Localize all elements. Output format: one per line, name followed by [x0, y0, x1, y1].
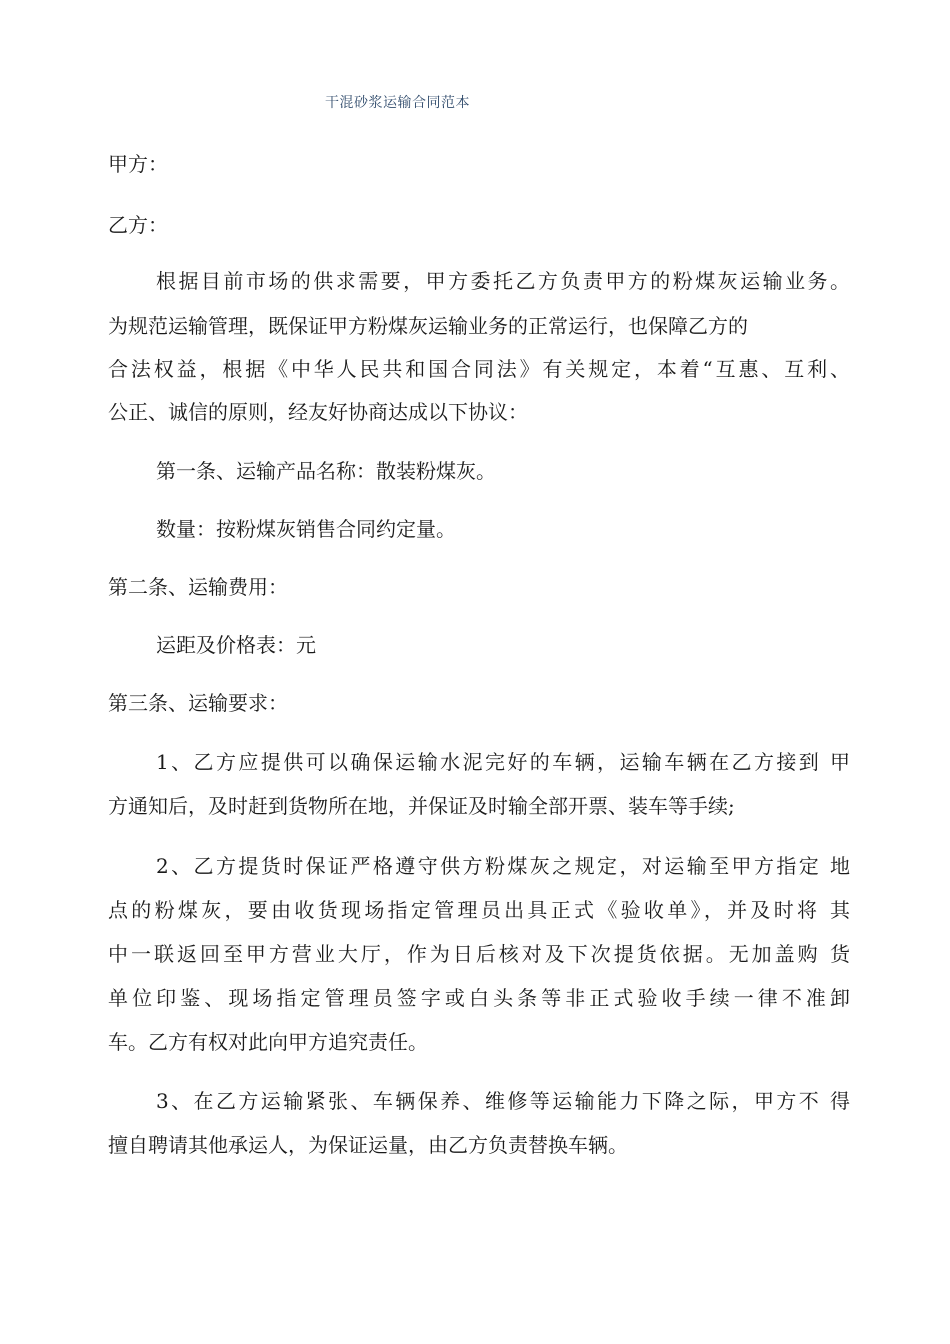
- party-b-label: 乙方：: [108, 213, 168, 237]
- article3-item2-line-4: 单位印鉴、现场指定管理员签字或白头条等非正式验收手续一律不准卸: [108, 986, 850, 1010]
- article3-item2-line-3: 中一联返回至甲方营业大厅，作为日后核对及下次提货依据。无加盖购 货: [108, 942, 850, 966]
- intro-line-1: 根据目前市场的供求需要，甲方委托乙方负责甲方的粉煤灰运输业务。: [156, 269, 850, 293]
- article3-item2-line-5: 车。乙方有权对此向甲方追究责任。: [108, 1030, 428, 1054]
- intro-line-4: 公正、诚信的原则，经友好协商达成以下协议：: [108, 400, 528, 424]
- article3-item2-line-2: 点的粉煤灰，要由收货现场指定管理员出具正式《验收单》，并及时将 其: [108, 898, 850, 922]
- article1-quantity: 数量：按粉煤灰销售合同约定量。: [156, 517, 456, 541]
- article2-heading: 第二条、运输费用：: [108, 575, 288, 599]
- article1-product: 第一条、运输产品名称：散装粉煤灰。: [156, 459, 496, 483]
- party-a-label: 甲方：: [108, 152, 168, 176]
- article3-heading: 第三条、运输要求：: [108, 691, 288, 715]
- article2-price-table: 运距及价格表：元: [156, 633, 316, 657]
- article3-item1-line-1: 1、乙方应提供可以确保运输水泥完好的车辆，运输车辆在乙方接到 甲: [156, 750, 850, 774]
- intro-line-2: 为规范运输管理，既保证甲方粉煤灰运输业务的正常运行，也保障乙方的: [108, 314, 748, 338]
- document-title: 干混砂浆运输合同范本: [325, 95, 470, 111]
- article3-item3-line-2: 擅自聘请其他承运人，为保证运量，由乙方负责替换车辆。: [108, 1133, 628, 1157]
- intro-line-3: 合法权益，根据《中华人民共和国合同法》有关规定，本着“互惠、互利、: [108, 357, 850, 381]
- article3-item1-line-2: 方通知后，及时赶到货物所在地，并保证及时输全部开票、装车等手续;: [108, 794, 735, 818]
- article3-item2-line-1: 2、乙方提货时保证严格遵守供方粉煤灰之规定，对运输至甲方指定 地: [156, 854, 850, 878]
- article3-item3-line-1: 3、在乙方运输紧张、车辆保养、维修等运输能力下降之际，甲方不 得: [156, 1089, 850, 1113]
